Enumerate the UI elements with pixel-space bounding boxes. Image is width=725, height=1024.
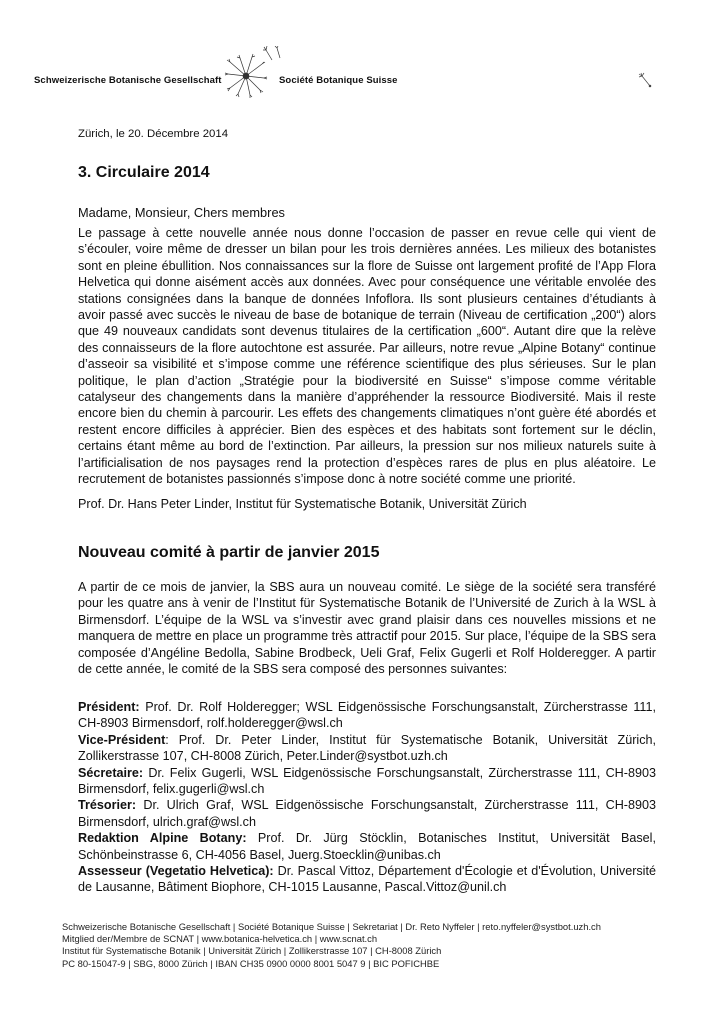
dandelion-seed-icon <box>222 46 282 98</box>
member-role: Redaktion Alpine Botany: <box>78 831 247 846</box>
member-role: Trésorier: <box>78 798 137 813</box>
member-role: Assesseur (Vegetatio Helvetica): <box>78 864 274 879</box>
committee-title: Nouveau comité à partir de janvier 2015 <box>78 544 380 561</box>
member-details: Dr. Pascal Vittoz, Département d'Écologie et d'Évolution, Université de Lausanne, Bâtiment Biophore, CH-1015 Lausanne, Pascal.Vittoz@unil.ch <box>78 864 656 895</box>
footer-line: PC 80-15047-9 | SBG, 8000 Zürich | IBAN CH35 0900 0000 8001 5047 9 | BIC POFICHBE <box>62 957 440 969</box>
salutation: Madame, Monsieur, Chers membres <box>78 205 285 220</box>
member-role: Président: <box>78 700 140 714</box>
circular-title: 3. Circulaire 2014 <box>78 164 210 181</box>
committee-body: A partir de ce mois de janvier, la SBS aura un nouveau comité. Le siège de la société sera transféré pour les quatre ans à venir de l’Institut für Systematische Botanik de l’Université de Zurich à la WSL à Birmensdorf. L’équipe de la WSL va s’investir avec grand plaisir dans ces nouvelles missions et ne manquera de mettre en place un programme très attractif pour 2015. Sur place, l’équipe de la SBS sera composée d’Angéline Bedolla, Sabine Brodbeck, Ueli Graf, Felix Gugerli et Rolf Holderegger. A partir de cette année, le comité de la SBS sera composé des personnes suivantes: <box>78 580 656 677</box>
circular-body: Le passage à cette nouvelle année nous donne l’occasion de passer en revue celle qui vient de s’écouler, voire même de dresser un bilan pour les trois dernières années. Les milieux des botanistes sont en pleine ébullition. Nos connaissances sur la flore de Suisse ont largement profité de l’App Flora Helvetica qui donne aisément accès aux données. Avec pour conséquence une véritable envolée des stations consignées dans la banque de données Infoflora. Ils sont plusieurs centaines d’étudiants à avoir passé avec succès le niveau de base de botanique de terrain (Niveau de certification „200“) alors que 49 nouveaux candidats sont devenus titulaires de la certification „600“. Autant dire que la relève des connaisseurs de la flore autochtone est assurée. Par ailleurs, notre revue „Alpine Botany“ continue d’asseoir sa visibilité et s’impose comme une référence scientifique des plus sérieuses. Sur le plan politique, le plan d’action „Stratégie pour la biodiversité en Suisse“ s’impose comme véritable catalyseur des changements dans la manière d’appréhender la ressource Biodiversité. Mais il reste encore bien du chemin à parcourir. Les effets des changements climatiques n’ont guère été abordés et restent encore difficiles à apprécier. Bien des espèces et des habitats sont fortement sur le déclin, certains étant même au bord de l’extinction. Par ailleurs, la pression sur nos milieux naturels suite à l’artificialisation de nos paysages rend la protection d’espèces rares de plus en plus aléatoire. Le recrutement de botanistes passionnés s’impose donc à notre société comme une priorité. <box>78 226 656 487</box>
committee-members <box>78 699 656 896</box>
society-name-french: Société Botanique Suisse <box>279 75 398 86</box>
letter-date: Zürich, le 20. Décembre 2014 <box>78 128 229 140</box>
footer <box>62 921 682 970</box>
member-details: Prof. Dr. Jürg Stöcklin, Botanisches Institut, Universität Basel, Schönbeinstrasse 6, CH-4056 Basel, Juerg.Stoecklin@unibas.ch <box>78 831 656 862</box>
member-role: Vice-Président <box>78 732 166 747</box>
member-assessor <box>78 863 656 896</box>
member-details: Prof. Dr. Rolf Holderegger; WSL Eidgenössische Forschungsanstalt, Zürcherstrasse 111, CH-8903 Birmensdorf, rolf.holderegger@wsl.ch <box>78 700 656 731</box>
member-details: Dr. Ulrich Graf, WSL Eidgenössische Forschungsanstalt, Zürcherstrasse 111, CH-8903 Birmensdorf, ulrich.graf@wsl.ch <box>78 798 656 829</box>
member-editor <box>78 830 656 863</box>
seed-decoration-icon <box>636 72 658 92</box>
member-vice-president <box>78 732 656 765</box>
member-details: : Prof. Dr. Peter Linder, Institut für Systematische Botanik, Universität Zürich, Zollikerstrasse 107, CH-8008 Zürich, Peter.Linder@systbot.uzh.ch <box>78 732 656 764</box>
member-role: Sécretaire: <box>78 765 144 780</box>
member-details: Dr. Felix Gugerli, WSL Eidgenössische Forschungsanstalt, Zürcherstrasse 111, CH-8903 Birmensdorf, felix.gugerli@wsl.ch <box>78 765 656 797</box>
footer-line: Schweizerische Botanische Gesellschaft | Société Botanique Suisse | Sekretariat | Dr. Reto Nyffeler | reto.nyffeler@systbot.uzh.ch <box>62 921 601 932</box>
member-secretary <box>78 765 656 798</box>
signature: Prof. Dr. Hans Peter Linder, Institut für Systematische Botanik, Universität Zürich <box>78 497 527 511</box>
society-name-german: Schweizerische Botanische Gesellschaft <box>34 75 222 86</box>
member-treasurer <box>78 797 656 830</box>
footer-line: Mitglied der/Membre de SCNAT | www.botanica-helvetica.ch | www.scnat.ch <box>62 933 378 945</box>
footer-line: Institut für Systematische Botanik | Universität Zürich | Zollikerstrasse 107 | CH-8008 Zürich <box>62 945 442 957</box>
letterhead <box>0 58 725 118</box>
member-president <box>78 699 656 732</box>
